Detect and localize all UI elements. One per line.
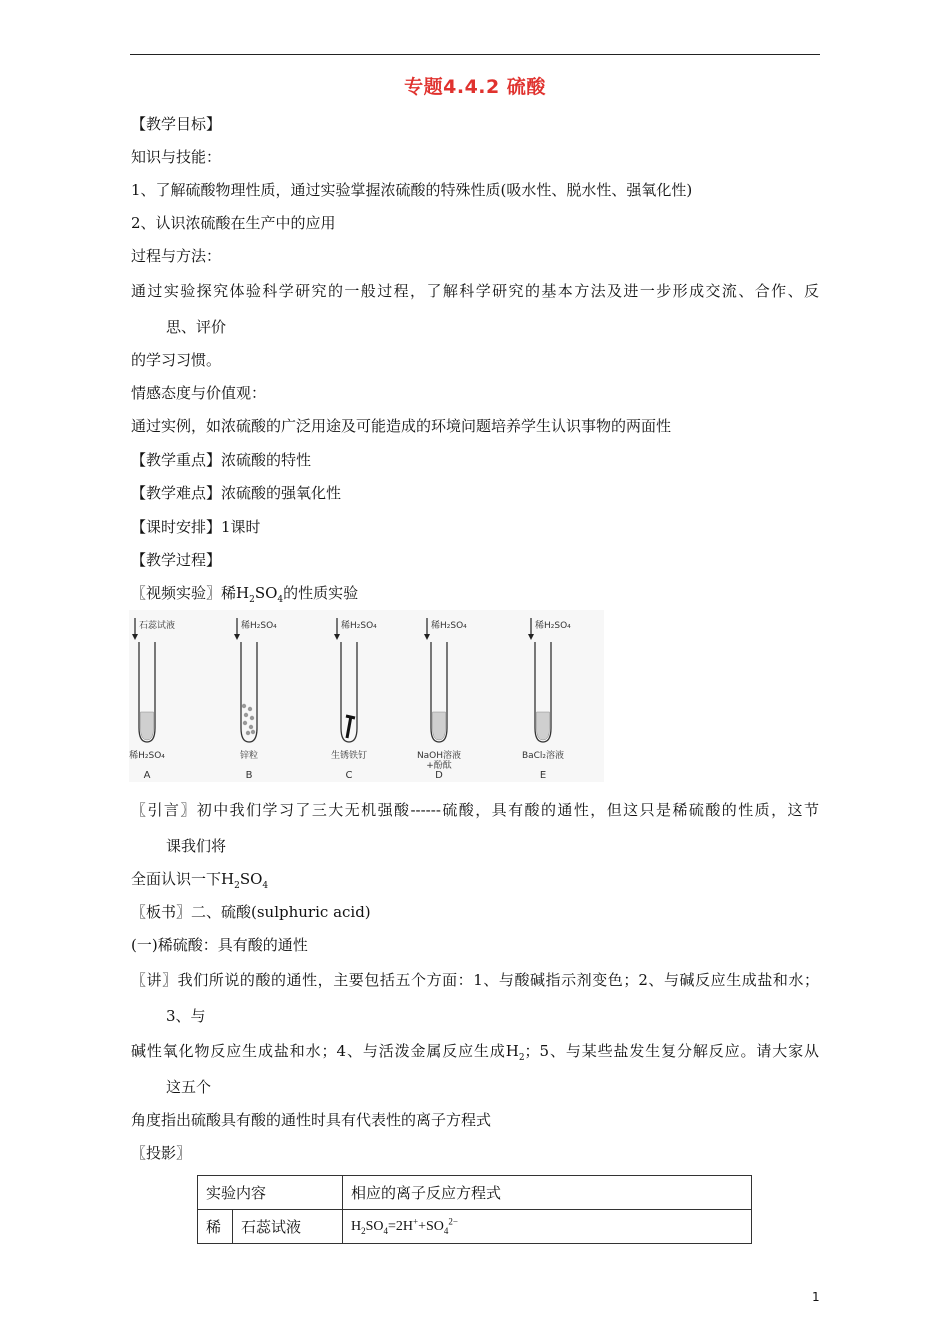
tube-letter: A	[143, 770, 151, 781]
tube-top-label: 稀H₂SO₄	[431, 621, 467, 631]
tube-bottom-label: BaCl₂溶液	[521, 751, 565, 761]
projection-heading: 〖投影〗	[131, 1144, 192, 1162]
lecture-line1: 〖讲〗我们所说的酸的通性，主要包括五个方面：1、与酸碱指示剂变色；2、与碱反应生成盐和水；	[131, 971, 819, 989]
table-cell-litmus: 石蕊试液	[233, 1210, 343, 1244]
teaching-process-heading: 【教学过程】	[131, 551, 222, 569]
attitude-heading: 情感态度与价值观：	[131, 384, 267, 402]
tube-liquid	[141, 712, 154, 740]
process-text-line1: 通过实验探究体验科学研究的一般过程，了解科学研究的基本方法及进一步形成交流、合作、反	[131, 282, 819, 300]
eq-so4: +SO	[418, 1218, 444, 1234]
difficult-point: 【教学难点】浓硫酸的强氧化性	[131, 484, 342, 502]
intro-line2: 课我们将	[166, 837, 227, 855]
table-header-row	[198, 1176, 752, 1210]
eq-charge: 2−	[448, 1215, 458, 1226]
intro-line3	[131, 869, 268, 889]
teaching-goals-heading: 【教学目标】	[131, 115, 222, 133]
tube-top-label: 稀H₂SO₄	[535, 621, 571, 631]
tube-liquid	[537, 712, 550, 740]
board-note: 〖板书〗二、硫酸(sulphuric acid)	[131, 903, 371, 921]
zinc-granule	[242, 704, 246, 708]
tube-letter: E	[539, 770, 547, 781]
zinc-granule	[246, 731, 250, 735]
zinc-granule	[251, 730, 255, 734]
test-tube-figure	[129, 610, 604, 782]
zinc-granule	[244, 713, 248, 717]
lecture-line3-text-a: 碱性氧化物反应生成盐和水；4、与活泼金属反应生成	[131, 1042, 506, 1060]
formula-sub-2b: 2	[234, 881, 240, 891]
zinc-granule	[249, 725, 253, 729]
tube-letter: C	[345, 770, 353, 781]
formula-sub-4b: 4	[262, 881, 269, 891]
formula-h: H	[236, 584, 250, 602]
header-rule	[130, 54, 820, 55]
tube-bottom-label: 生锈铁钉	[330, 751, 368, 761]
tube-liquid	[433, 712, 446, 740]
video-experiment-text-b: 的性质实验	[283, 584, 359, 602]
table-header-cell-equation: 相应的离子反应方程式	[343, 1176, 752, 1210]
tube-top-label: 稀H₂SO₄	[241, 621, 277, 631]
lecture-line4: 这五个	[166, 1078, 212, 1096]
formula-h-2: H	[221, 870, 235, 888]
lecture-line3	[131, 1041, 819, 1061]
tube-letter: B	[245, 770, 253, 781]
eq-sub4b: 4	[443, 1225, 449, 1236]
table-cell-dilute: 稀	[198, 1210, 233, 1244]
lecture-line3-text-b: ；5、与某些盐发生复分解反应。请大家从	[524, 1042, 820, 1060]
lecture-line5: 角度指出硫酸具有酸的通性时具有代表性的离子方程式	[131, 1111, 492, 1129]
process-method-heading: 过程与方法：	[131, 247, 222, 265]
knowledge-skills-heading: 知识与技能：	[131, 148, 222, 166]
eq-sub2: 2	[361, 1225, 366, 1236]
formula-so: SO	[254, 584, 278, 602]
intro-line1: 〖引言〗初中我们学习了三大无机强酸------硫酸，具有酸的通性，但这只是稀硫酸的性质，这节	[131, 801, 819, 819]
eq-sub4: 4	[383, 1225, 389, 1236]
formula-so-2: SO	[239, 870, 263, 888]
class-hours: 【课时安排】1课时	[131, 518, 261, 536]
tube-letter: D	[435, 770, 443, 781]
video-experiment-text-a: 〖视频实验〗稀	[131, 584, 237, 602]
zinc-granule	[250, 716, 254, 720]
page-title: 专题4.4.2 硫酸	[404, 76, 546, 98]
formula-sub-4: 4	[277, 595, 284, 605]
eq-plus: +	[413, 1215, 419, 1226]
formula-h2-sub: 2	[518, 1053, 525, 1063]
rusty-nail-head	[346, 716, 355, 718]
reaction-table	[197, 1175, 752, 1244]
goal-item-2: 2、认识浓硫酸在生产中的应用	[131, 214, 336, 232]
process-text-line2: 思、评价	[166, 318, 227, 336]
key-point: 【教学重点】浓硫酸的特性	[131, 451, 312, 469]
process-text-line3: 的学习习惯。	[131, 351, 222, 369]
page-number: 1	[812, 1290, 820, 1304]
formula-h2-h: H	[505, 1042, 519, 1060]
tube-bottom-label: 稀H₂SO₄	[129, 751, 165, 761]
tube-bottom-label: 锌粒	[239, 751, 259, 761]
eq-so: SO	[365, 1218, 384, 1234]
tube-top-label: 石蕊试液	[139, 621, 176, 631]
zinc-granule	[248, 707, 252, 711]
dilute-acid-heading: (一)稀硫酸：具有酸的通性	[131, 936, 308, 954]
intro-line3-text: 全面认识一下	[131, 870, 222, 888]
tube-bottom-label-2: +酚酞	[426, 761, 452, 771]
tube-top-label: 稀H₂SO₄	[341, 621, 377, 631]
video-experiment-line	[131, 583, 358, 603]
table-row	[198, 1210, 752, 1244]
goal-item-1: 1、了解硫酸物理性质，通过实验掌握浓硫酸的特殊性质(吸水性、脱水性、强氧化性)	[131, 181, 693, 199]
attitude-text: 通过实例，如浓硫酸的广泛用途及可能造成的环境问题培养学生认识事物的两面性	[131, 417, 672, 435]
tube-bottom-label: NaOH溶液	[416, 751, 462, 761]
eq-h: H	[351, 1218, 362, 1234]
table-cell-equation	[343, 1210, 752, 1244]
eq-mid: =2H	[388, 1218, 414, 1234]
table-header-cell-content: 实验内容	[198, 1176, 343, 1210]
zinc-granule	[243, 721, 247, 725]
formula-sub-2: 2	[249, 595, 255, 605]
lecture-line2: 3、与	[166, 1007, 206, 1025]
